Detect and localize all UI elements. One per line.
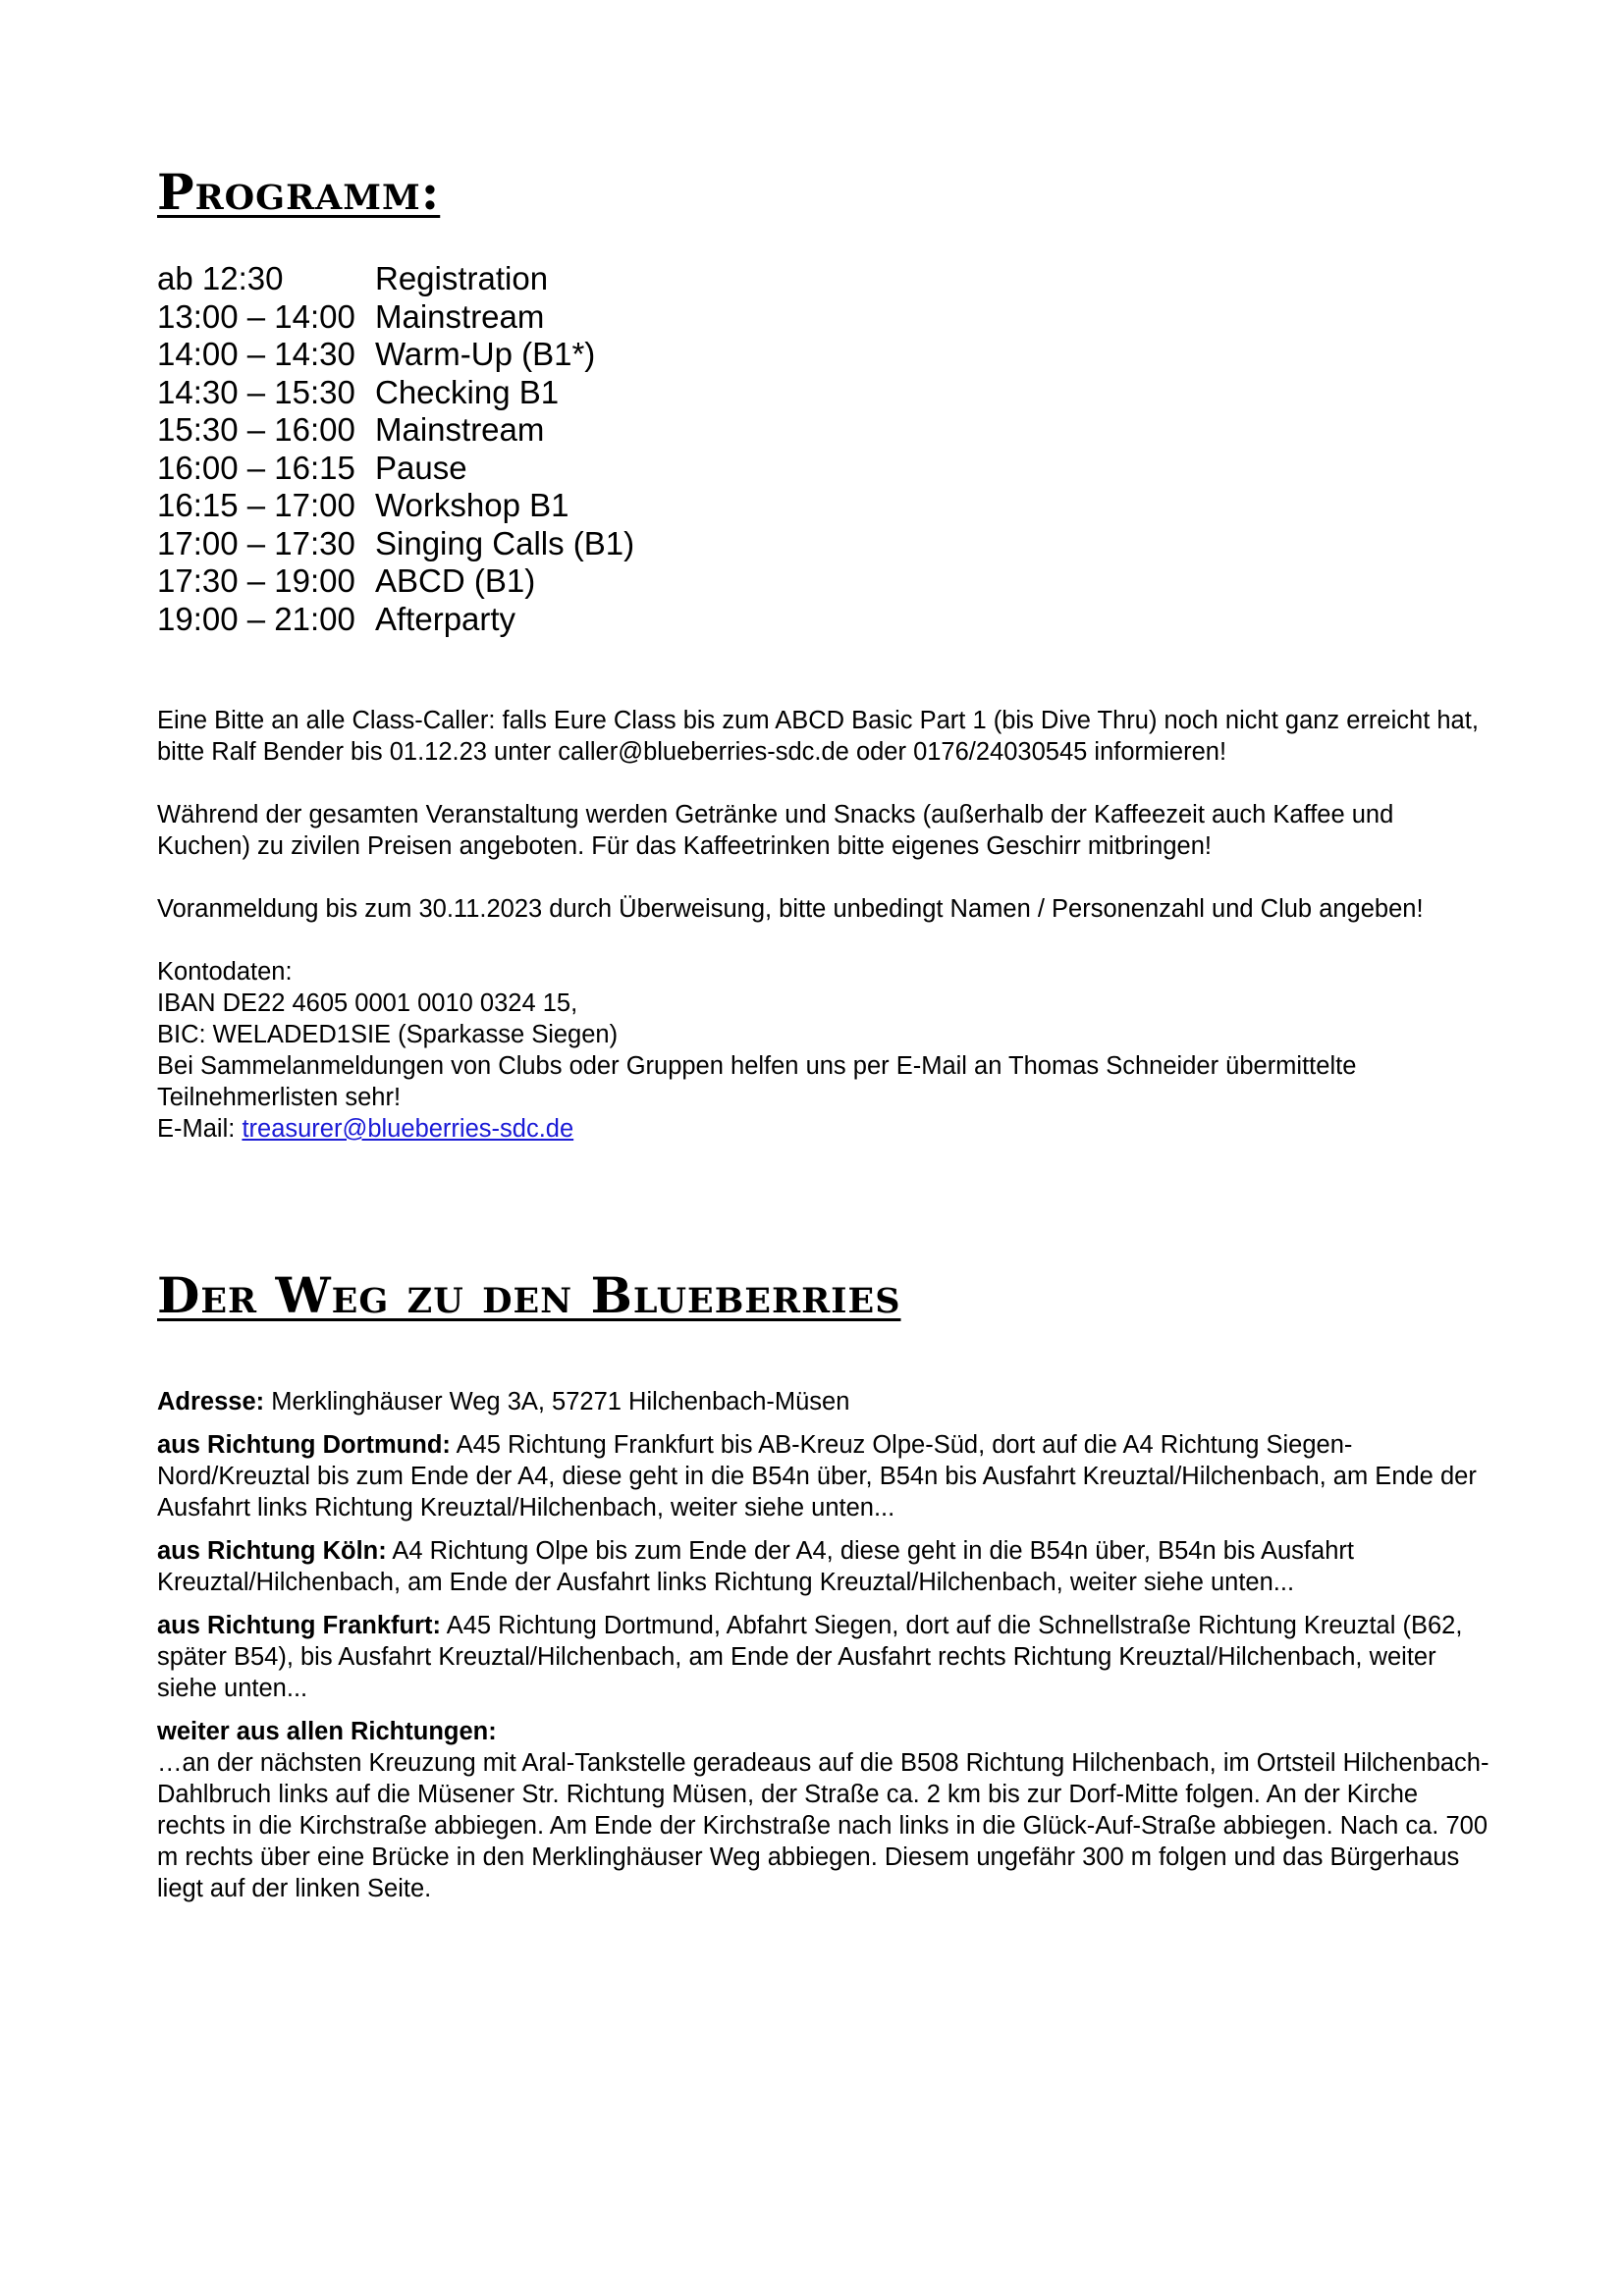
- schedule-row: [157, 336, 634, 374]
- schedule-event: Afterparty: [375, 600, 516, 637]
- schedule-event: Workshop B1: [375, 487, 569, 523]
- schedule-time: 15:30 – 16:00: [157, 411, 355, 448]
- address-line: [157, 1386, 1492, 1417]
- account-label: Kontodaten:: [157, 958, 293, 986]
- all-directions-text: …an der nächsten Kreuzung mit Aral-Tankstelle geradeaus auf die B508 Richtung Hilchenbach, im Ortsteil Hilchenbach-Dahlbruch links auf die Müsener Str. Richtung Müsen, der Straße ca. 2 km bis zur Dorf-Mitte folgen. An der Kirche rechts in die Kirchstraße abbiegen. Am Ende der Kirchstraße nach links in die Glück-Auf-Straße abbiegen. Nach ca. 700 m rechts über eine Brücke in den Merklinghäuser Weg abbiegen. Diesem ungefähr 300 m folgen und das Bürgerhaus liegt auf der linken Seite.: [157, 1749, 1489, 1902]
- directions-frankfurt: [157, 1610, 1492, 1704]
- schedule-event: Mainstream: [375, 411, 545, 448]
- directions-heading: Der Weg zu den Blueberries: [157, 1266, 901, 1324]
- group-registration-note: Bei Sammelanmeldungen von Clubs oder Gruppen helfen uns per E-Mail an Thomas Schneider übermittelte Teilnehmerlisten sehr!: [157, 1052, 1357, 1111]
- address-label: Adresse:: [157, 1388, 265, 1415]
- schedule-time: 14:00 – 14:30: [157, 336, 355, 372]
- directions-dortmund: [157, 1429, 1492, 1523]
- programm-heading: Programm:: [157, 163, 441, 221]
- koeln-label: aus Richtung Köln:: [157, 1537, 387, 1565]
- schedule-event: Mainstream: [375, 297, 545, 335]
- account-details: [157, 956, 1492, 1145]
- address-text: Merklinghäuser Weg 3A, 57271 Hilchenbach-Müsen: [264, 1388, 850, 1415]
- directions-all: [157, 1716, 1492, 1904]
- directions-block: [157, 1386, 1492, 1904]
- frankfurt-label: aus Richtung Frankfurt:: [157, 1612, 442, 1639]
- class-caller-note: Eine Bitte an alle Class-Caller: falls Eure Class bis zum ABCD Basic Part 1 (bis Dive Thru) noch nicht ganz erreicht hat, bitte Ralf Bender bis 01.12.23 unter caller@blueberries-sdc.de oder 0176/24030545 informieren!: [157, 707, 1479, 766]
- schedule-time: 17:00 – 17:30: [157, 524, 355, 561]
- schedule-event: Warm-Up (B1*): [375, 336, 596, 372]
- frankfurt-text: A45 Richtung Dortmund, Abfahrt Siegen, dort auf die Schnellstraße Richtung Kreuztal (B62, später B54), bis Ausfahrt Kreuztal/Hilchenbach, am Ende der Ausfahrt rechts Richtung Kreuztal/Hilchenbach, weiter siehe unten...: [157, 1612, 1463, 1702]
- dortmund-text: A45 Richtung Frankfurt bis AB-Kreuz Olpe-Süd, dort auf die A4 Richtung Siegen-Nord/Kreuztal bis zum Ende der A4, diese geht in die B54n über, B54n bis Ausfahrt Kreuztal/Hilchenbach, am Ende der Ausfahrt links Richtung Kreuztal/Hilchenbach, weiter siehe unten...: [157, 1431, 1477, 1522]
- schedule-event: ABCD (B1): [375, 562, 536, 599]
- schedule-time: 13:00 – 14:00: [157, 297, 355, 335]
- schedule-event: Singing Calls (B1): [375, 524, 635, 561]
- account-bic: BIC: WELADED1SIE (Sparkasse Siegen): [157, 1021, 619, 1048]
- schedule-time: 16:00 – 16:15: [157, 449, 355, 486]
- schedule-row: [157, 525, 634, 563]
- email-label: E-Mail:: [157, 1115, 243, 1143]
- schedule-time: 14:30 – 15:30: [157, 373, 355, 410]
- schedule-event: Pause: [375, 449, 467, 486]
- directions-koeln: [157, 1535, 1492, 1598]
- treasurer-email-link[interactable]: treasurer@blueberries-sdc.de: [242, 1115, 574, 1143]
- schedule-time: 17:30 – 19:00: [157, 562, 355, 599]
- info-text-block: [157, 705, 1492, 1145]
- schedule-row: [157, 298, 634, 337]
- all-directions-label: weiter aus allen Richtungen:: [157, 1718, 497, 1745]
- dortmund-label: aus Richtung Dortmund:: [157, 1431, 451, 1459]
- schedule-row: [157, 487, 634, 525]
- schedule-list: [157, 260, 634, 638]
- schedule-event: Registration: [375, 260, 549, 296]
- registration-note: Voranmeldung bis zum 30.11.2023 durch Überweisung, bitte unbedingt Namen / Personenzahl und Club angeben!: [157, 895, 1424, 923]
- schedule-row: [157, 260, 634, 298]
- schedule-row: [157, 411, 634, 450]
- email-line: [157, 1113, 1492, 1145]
- schedule-row: [157, 450, 634, 488]
- schedule-time: 19:00 – 21:00: [157, 600, 355, 637]
- schedule-row: [157, 562, 634, 601]
- koeln-text: A4 Richtung Olpe bis zum Ende der A4, diese geht in die B54n über, B54n bis Ausfahrt Kreuztal/Hilchenbach, am Ende der Ausfahrt links Richtung Kreuztal/Hilchenbach, weiter siehe unten...: [157, 1537, 1354, 1596]
- schedule-event: Checking B1: [375, 373, 560, 410]
- schedule-time: ab 12:30: [157, 260, 284, 296]
- schedule-row: [157, 601, 634, 639]
- snacks-note: Während der gesamten Veranstaltung werden Getränke und Snacks (außerhalb der Kaffeezeit auch Kaffee und Kuchen) zu zivilen Preisen angeboten. Für das Kaffeetrinken bitte eigenes Geschirr mitbringen!: [157, 801, 1394, 860]
- schedule-row: [157, 374, 634, 412]
- schedule-time: 16:15 – 17:00: [157, 487, 355, 523]
- account-iban: IBAN DE22 4605 0001 0010 0324 15,: [157, 989, 578, 1017]
